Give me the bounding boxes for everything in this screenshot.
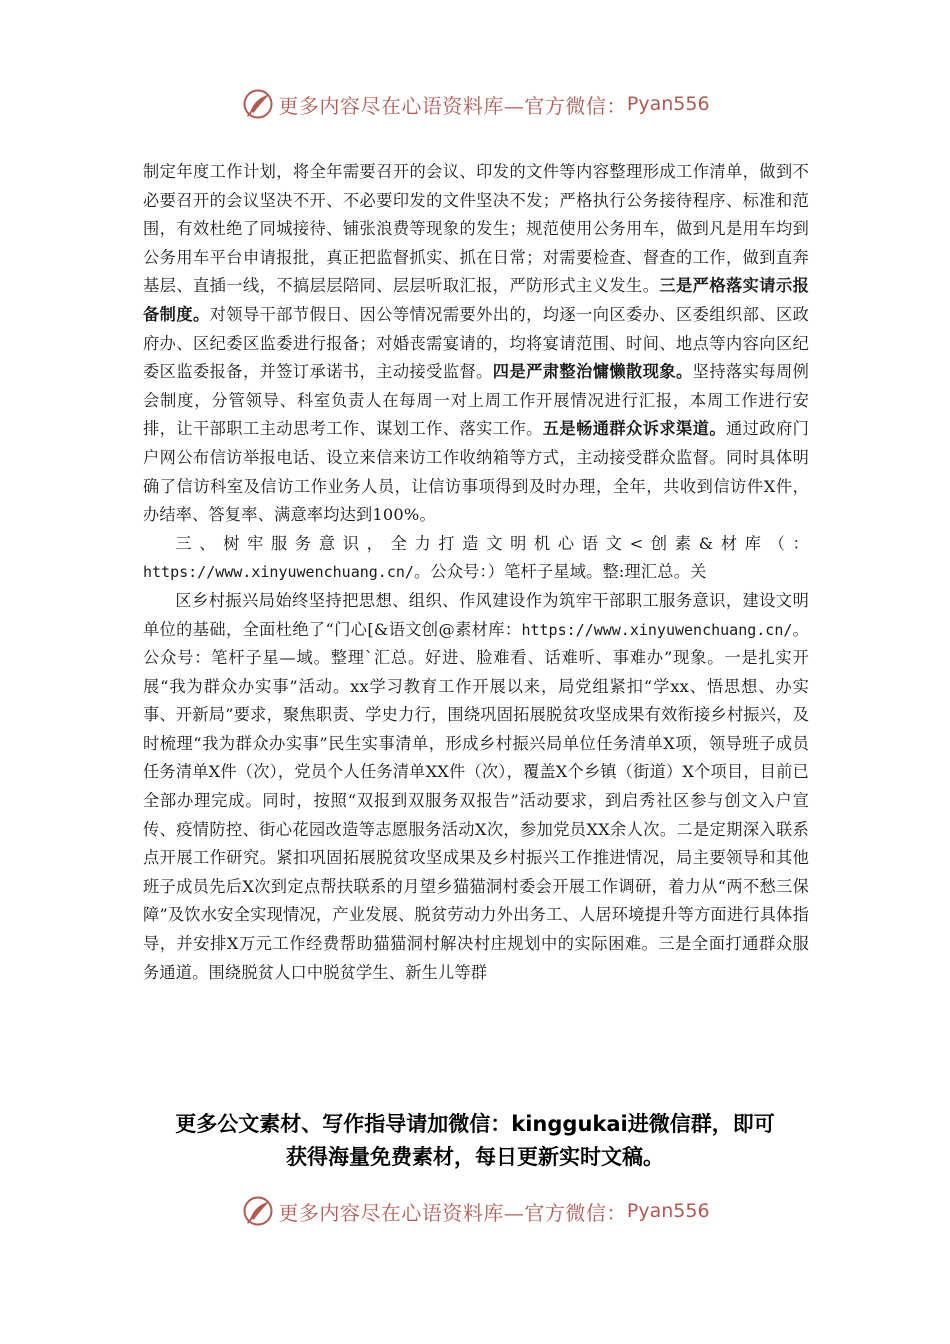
paragraph-1-heading-2: 四是严肃整治慵懒散现象。 xyxy=(492,362,693,382)
footer-wechat-id: Pyan556 xyxy=(626,1200,710,1222)
promo-notice xyxy=(0,1108,950,1174)
paragraph-3-text-b: 。公众号：笔杆子星—域。整理`汇总。好进、脸难看、话难听、事难办”现象。一是扎实开展“我为群众办实事”活动。xx学习教育工作开展以来，局党组紧扣“学xx、悟思想、办实事、开新局”要求，聚焦职责、学史力行，围绕巩固拓展脱贫攻坚成果有效衔接乡村振兴，及时梳理“我为群众办实事”民生实事清单，形成乡村振兴局单位任务清单X项，领导班子成员任务清单X件（次），党员个人任务清单XX件（次），覆盖X个乡镇（街道）X个项目，目前已全部办理完成。同时，按照“双报到双服务双报告”活动要求，到启秀社区参与创文入户宣传、疫情防控、街心花园改造等志愿服务活动X次，参加党员XX余人次。二是定期深入联系点开展工作研究。紧扣巩固拓展脱贫攻坚成果及乡村振兴工作推进情况，局主要领导和其他班子成员先后X次到定点帮扶联系的月望乡猫猫洞村委会开展工作调研，着力从“两不愁三保障”及饮水安全实现情况，产业发展、脱贫劳动力外出务工、人居环境提升等方面进行具体指导，并安排X万元工作经费帮助猫猫洞村解决村庄规划中的实际困难。三是全面打通群众服务通道。围绕脱贫人口中脱贫学生、新生儿等群 xyxy=(143,619,809,982)
paragraph-1-text-1: 制定年度工作计划，将全年需要召开的会议、印发的文件等内容整理形成工作清单，做到不必要召开的会议坚决不开、不必要印发的文件坚决不发；严格执行公务接待程序、标准和范围，有效杜绝了同城接待、铺张浪费等现象的发生；规范使用公务用车，做到凡是用车均到公务用车平台申请报批，真正把监督抓实、抓在日常；对需要检查、督查的工作，做到直奔基层、直插一线，不搞层层陪同、层层听取汇报，严防形式主义发生。 xyxy=(143,162,809,296)
footer-banner xyxy=(0,1189,950,1233)
promo-line-2: 获得海量免费素材，每日更新实时文稿。 xyxy=(286,1145,664,1169)
document-body xyxy=(143,158,809,987)
paragraph-2-url: https://www.xinyuwenchuang.cn/ xyxy=(143,563,414,582)
paragraph-1-heading-1: 三是严格落实请示报备制度。 xyxy=(143,276,809,324)
header-brand-text: 更多内容尽在心语资料库—官方微信： xyxy=(278,93,627,118)
promo-line-1: 更多公文素材、写作指导请加微信：kinggukai进微信群，即可 xyxy=(175,1112,775,1136)
paragraph-1-text-3: 坚持落实每周例会制度，分管领导、科室负责人在每周一对上周工作开展情况进行汇报，本周工作进行安排，让干部职工主动思考工作、谋划工作、落实工作。 xyxy=(143,362,809,439)
brand-logo-icon xyxy=(240,86,276,122)
paragraph-1 xyxy=(143,158,809,530)
paragraph-3 xyxy=(143,587,809,987)
paragraph-2-text-a: 三、树牢服务意识，全力打造文明机心语文<创素&材库（： xyxy=(175,533,809,553)
paragraph-2 xyxy=(143,530,809,587)
paragraph-1-text-4: 通过政府门户网公布信访举报电话、设立来信来访工作收纳箱等方式，主动接受群众监督。同时具体明确了信访科室及信访工作业务人员，让信访事项得到及时办理，全年，共收到信访件X件，办结率、答复率、满意率均达到100%。 xyxy=(143,419,809,525)
paragraph-3-text-a: 区乡村振兴局始终坚持把思想、组织、作风建设作为筑牢干部职工服务意识，建设文明单位的基础，全面杜绝了“门心[&语文创@素材库： xyxy=(143,590,809,639)
footer-brand-text: 更多内容尽在心语资料库—官方微信： xyxy=(278,1200,627,1225)
brand-logo-icon xyxy=(240,1193,276,1229)
paragraph-1-text-2: 对领导干部节假日、因公等情况需要外出的，均逐一向区委办、区委组织部、区政府办、区纪委区监委进行报备；对婚丧需宴请的，均将宴请范围、时间、地点等内容向区纪委区监委报备，并签订承诺书，主动接受监督。 xyxy=(143,304,809,382)
header-wechat-id: Pyan556 xyxy=(626,93,710,115)
header-banner xyxy=(0,82,950,126)
paragraph-3-url: https://www.xinyuwenchuang.cn/ xyxy=(521,620,793,639)
paragraph-1-heading-3: 五是畅通群众诉求渠道。 xyxy=(542,419,726,439)
paragraph-2-text-b: 。公众号：）笔杆子星域。整:理汇总。关 xyxy=(413,562,707,582)
